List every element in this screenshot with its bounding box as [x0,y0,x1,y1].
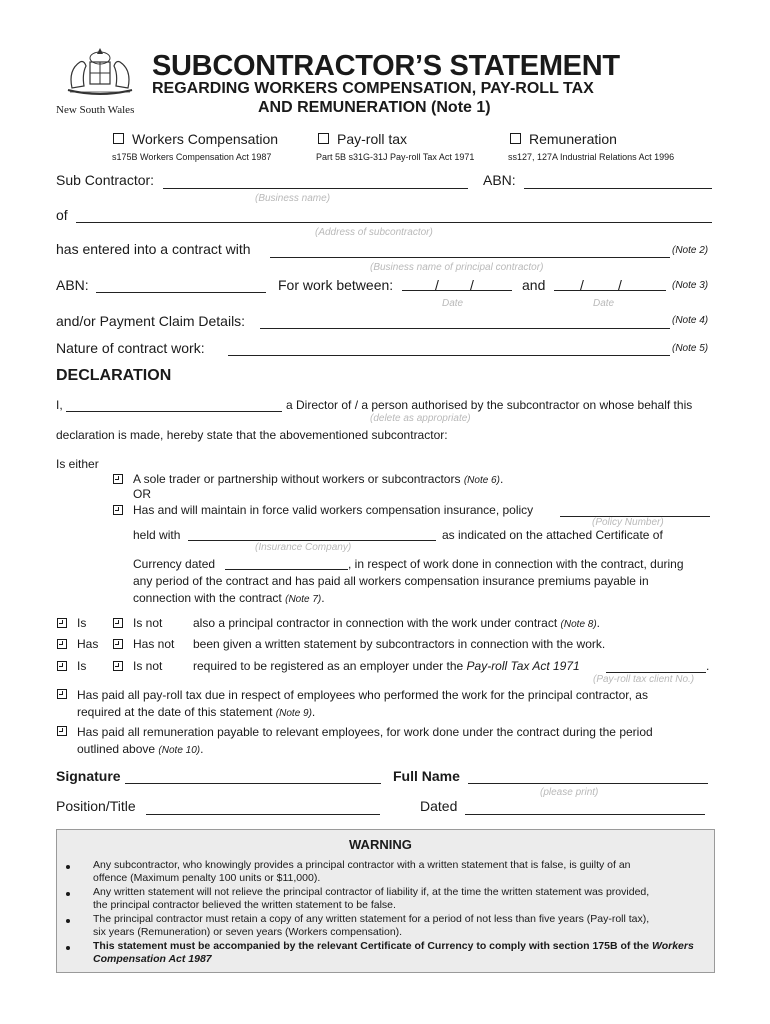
employer-registered-is-checkbox[interactable] [57,661,67,671]
currency-dated-label: Currency dated [133,557,216,571]
workers-compensation-checkbox[interactable] [113,133,124,144]
period-line: any period of the contract and has paid all workers compensation insurance premiums payable in [133,574,649,588]
held-with-label: held with [133,528,181,542]
position-title-input[interactable] [146,814,380,815]
warning-bullet-1-dot [66,865,70,869]
note-3: (Note 3) [672,280,709,291]
nsw-coat-of-arms-logo [60,40,140,100]
full-name-input[interactable] [468,783,708,784]
sub-contractor-label: Sub Contractor: [56,172,155,188]
remuneration-act: ss127, 127A Industrial Relations Act 1996 [508,152,675,162]
insurance-company-hint: (Insurance Company) [255,542,352,553]
director-text: a Director of / a person authorised by the subcontractor on whose behalf this [286,398,693,412]
warning-bullet-1-line1: Any subcontractor, who knowingly provides a principal contractor with a written statement that is false, is guilty of an [93,859,631,871]
currency-rest-text: , in respect of work done in connection with the contract, during [348,557,684,571]
note-6: (Note 6) [463,475,500,486]
payroll-client-number-hint: (Pay-roll tax client No.) [593,674,695,685]
payment-claim-input[interactable] [260,328,670,329]
workers-compensation-label: Workers Compensation [132,131,279,147]
abn-input[interactable] [96,292,266,293]
certificate-text: as indicated on the attached Certificate of [442,528,663,542]
contract-with-label: has entered into a contract with [56,241,251,257]
start-date-slash-2: / [470,277,474,293]
warning-final-line2: Compensation Act 1987 [93,953,212,965]
payroll-tax-act: Part 5B s31G-31J Pay-roll Tax Act 1971 [316,152,475,162]
end-date-slash-1: / [580,277,584,293]
warning-bullet-3-line2: six years (Remuneration) or seven years (Workers compensation). [93,926,403,938]
principal-contractor-hint: (Business name of principal contractor) [370,262,544,273]
principal-contractor-text: also a principal contractor in connection with the work under contract (Note 8). [193,616,601,630]
remuneration-paid-line2: outlined above (Note 10). [77,742,204,756]
warning-box [56,829,715,973]
warning-bullet-3-dot [66,919,70,923]
end-date-input[interactable] [554,290,666,291]
payroll-tax-label: Pay-roll tax [337,131,408,147]
warning-bullet-1-line2: offence (Maximum penalty 100 units or $11,000). [93,872,321,884]
position-title-label: Position/Title [56,798,136,814]
dated-label: Dated [420,798,458,814]
delete-as-appropriate-hint: (delete as appropriate) [370,413,471,424]
principal-contractor-is-checkbox[interactable] [57,618,67,628]
declaration-i: I, [56,398,63,412]
warning-heading: WARNING [349,837,412,852]
address-input[interactable] [76,222,712,223]
written-statement-has-not-checkbox[interactable] [113,639,123,649]
employer-registered-text: required to be registered as an employer under the Pay-roll Tax Act 1971 [193,659,580,673]
end-date-slash-2: / [618,277,622,293]
abn-top-label: ABN: [483,172,516,188]
principal-contractor-input[interactable] [270,257,670,258]
page-subtitle-line2: AND REMUNERATION (Note 1) [258,99,491,116]
warning-final-line1: This statement must be accompanied by the relevant Certificate of Currency to comply with section 175B of the Workers [93,940,694,952]
has-insurance-checkbox[interactable] [113,505,123,515]
declaration-statement: declaration is made, hereby state that the abovementioned subcontractor: [56,428,448,442]
workers-compensation-act: s175B Workers Compensation Act 1987 [112,152,272,162]
payroll-paid-line1: Has paid all pay-roll tax due in respect of employees who performed the work for the principal contractor, as [77,688,648,702]
start-date-hint: Date [442,298,464,309]
logo-caption: New South Wales [56,104,135,116]
has-insurance-text: Has and will maintain in force valid workers compensation insurance, policy [133,503,534,517]
nature-of-work-input[interactable] [228,355,670,356]
nature-of-work-label: Nature of contract work: [56,340,205,356]
written-statement-has-checkbox[interactable] [57,639,67,649]
payroll-paid-checkbox[interactable] [57,689,67,699]
remuneration-checkbox[interactable] [510,133,521,144]
business-name-hint: (Business name) [255,193,331,204]
abn-top-input[interactable] [524,188,712,189]
full-name-label: Full Name [393,768,460,784]
note-4: (Note 4) [672,315,709,326]
connection-line: connection with the contract (Note 7). [133,591,325,605]
insurance-company-input[interactable] [188,540,436,541]
address-hint: (Address of subcontractor) [315,227,433,238]
warning-bullet-4-dot [66,946,70,950]
remuneration-paid-line1: Has paid all remuneration payable to relevant employees, for work done under the contract during the period [77,725,653,739]
note-8: (Note 8) [560,619,597,630]
page-subtitle-line1: REGARDING WORKERS COMPENSATION, PAY-ROLL TAX [152,80,594,97]
and-label: and [522,277,546,293]
warning-bullet-2-dot [66,892,70,896]
note-10: (Note 10) [158,745,201,756]
note-7: (Note 7) [285,594,322,605]
warning-bullet-2-line1: Any written statement will not relieve the principal contractor of liability if, at the time the written statement was provided, [93,886,650,898]
declaration-heading: DECLARATION [56,367,172,384]
please-print-hint: (please print) [540,787,599,798]
work-between-label: For work between: [278,277,394,293]
sole-trader-checkbox[interactable] [113,474,123,484]
principal-contractor-is-not-checkbox[interactable] [113,618,123,628]
employer-registered-is-label: Is [77,659,87,673]
payroll-tax-act-name: Pay-roll Tax Act 1971 [466,659,580,673]
principal-contractor-is-label: Is [77,616,87,630]
note-9: (Note 9) [275,708,312,719]
remuneration-paid-checkbox[interactable] [57,726,67,736]
page-title: SUBCONTRACTOR’S STATEMENT [152,50,620,82]
policy-number-hint: (Policy Number) [592,517,664,528]
principal-contractor-is-not-label: Is not [133,616,163,630]
warning-bullet-2-line2: the principal contractor believed the written statement to be false. [93,899,396,911]
sole-trader-text: A sole trader or partnership without workers or subcontractors (Note 6). [133,472,504,486]
note-5: (Note 5) [672,343,709,354]
payment-claim-label: and/or Payment Claim Details: [56,313,246,329]
end-date-hint: Date [593,298,615,309]
payroll-tax-checkbox[interactable] [318,133,329,144]
employer-registered-is-not-label: Is not [133,659,163,673]
sub-contractor-input[interactable] [163,188,468,189]
dated-input[interactable] [465,814,705,815]
employer-registered-is-not-checkbox[interactable] [113,661,123,671]
declarant-name-input[interactable] [66,411,282,412]
currency-date-input[interactable] [225,569,348,570]
of-label: of [56,207,68,223]
written-statement-has-not-label: Has not [133,637,175,651]
signature-label: Signature [56,768,121,784]
or-label: OR [133,487,151,501]
written-statement-text: been given a written statement by subcontractors in connection with the work. [193,637,606,651]
abn-label: ABN: [56,277,89,293]
payroll-client-number-input[interactable] [606,672,706,673]
signature-input[interactable] [125,783,381,784]
warning-bullet-3-line1: The principal contractor must retain a copy of any written statement for a period of not less than five years (Pay-roll tax), [93,913,650,925]
payroll-paid-line2: required at the date of this statement (Note 9). [77,705,316,719]
start-date-slash-1: / [435,277,439,293]
payroll-client-period: . [706,659,710,673]
remuneration-label: Remuneration [529,131,617,147]
start-date-input[interactable] [402,290,512,291]
is-either-label: Is either [56,457,99,471]
note-2: (Note 2) [672,245,709,256]
written-statement-has-label: Has [77,637,99,651]
